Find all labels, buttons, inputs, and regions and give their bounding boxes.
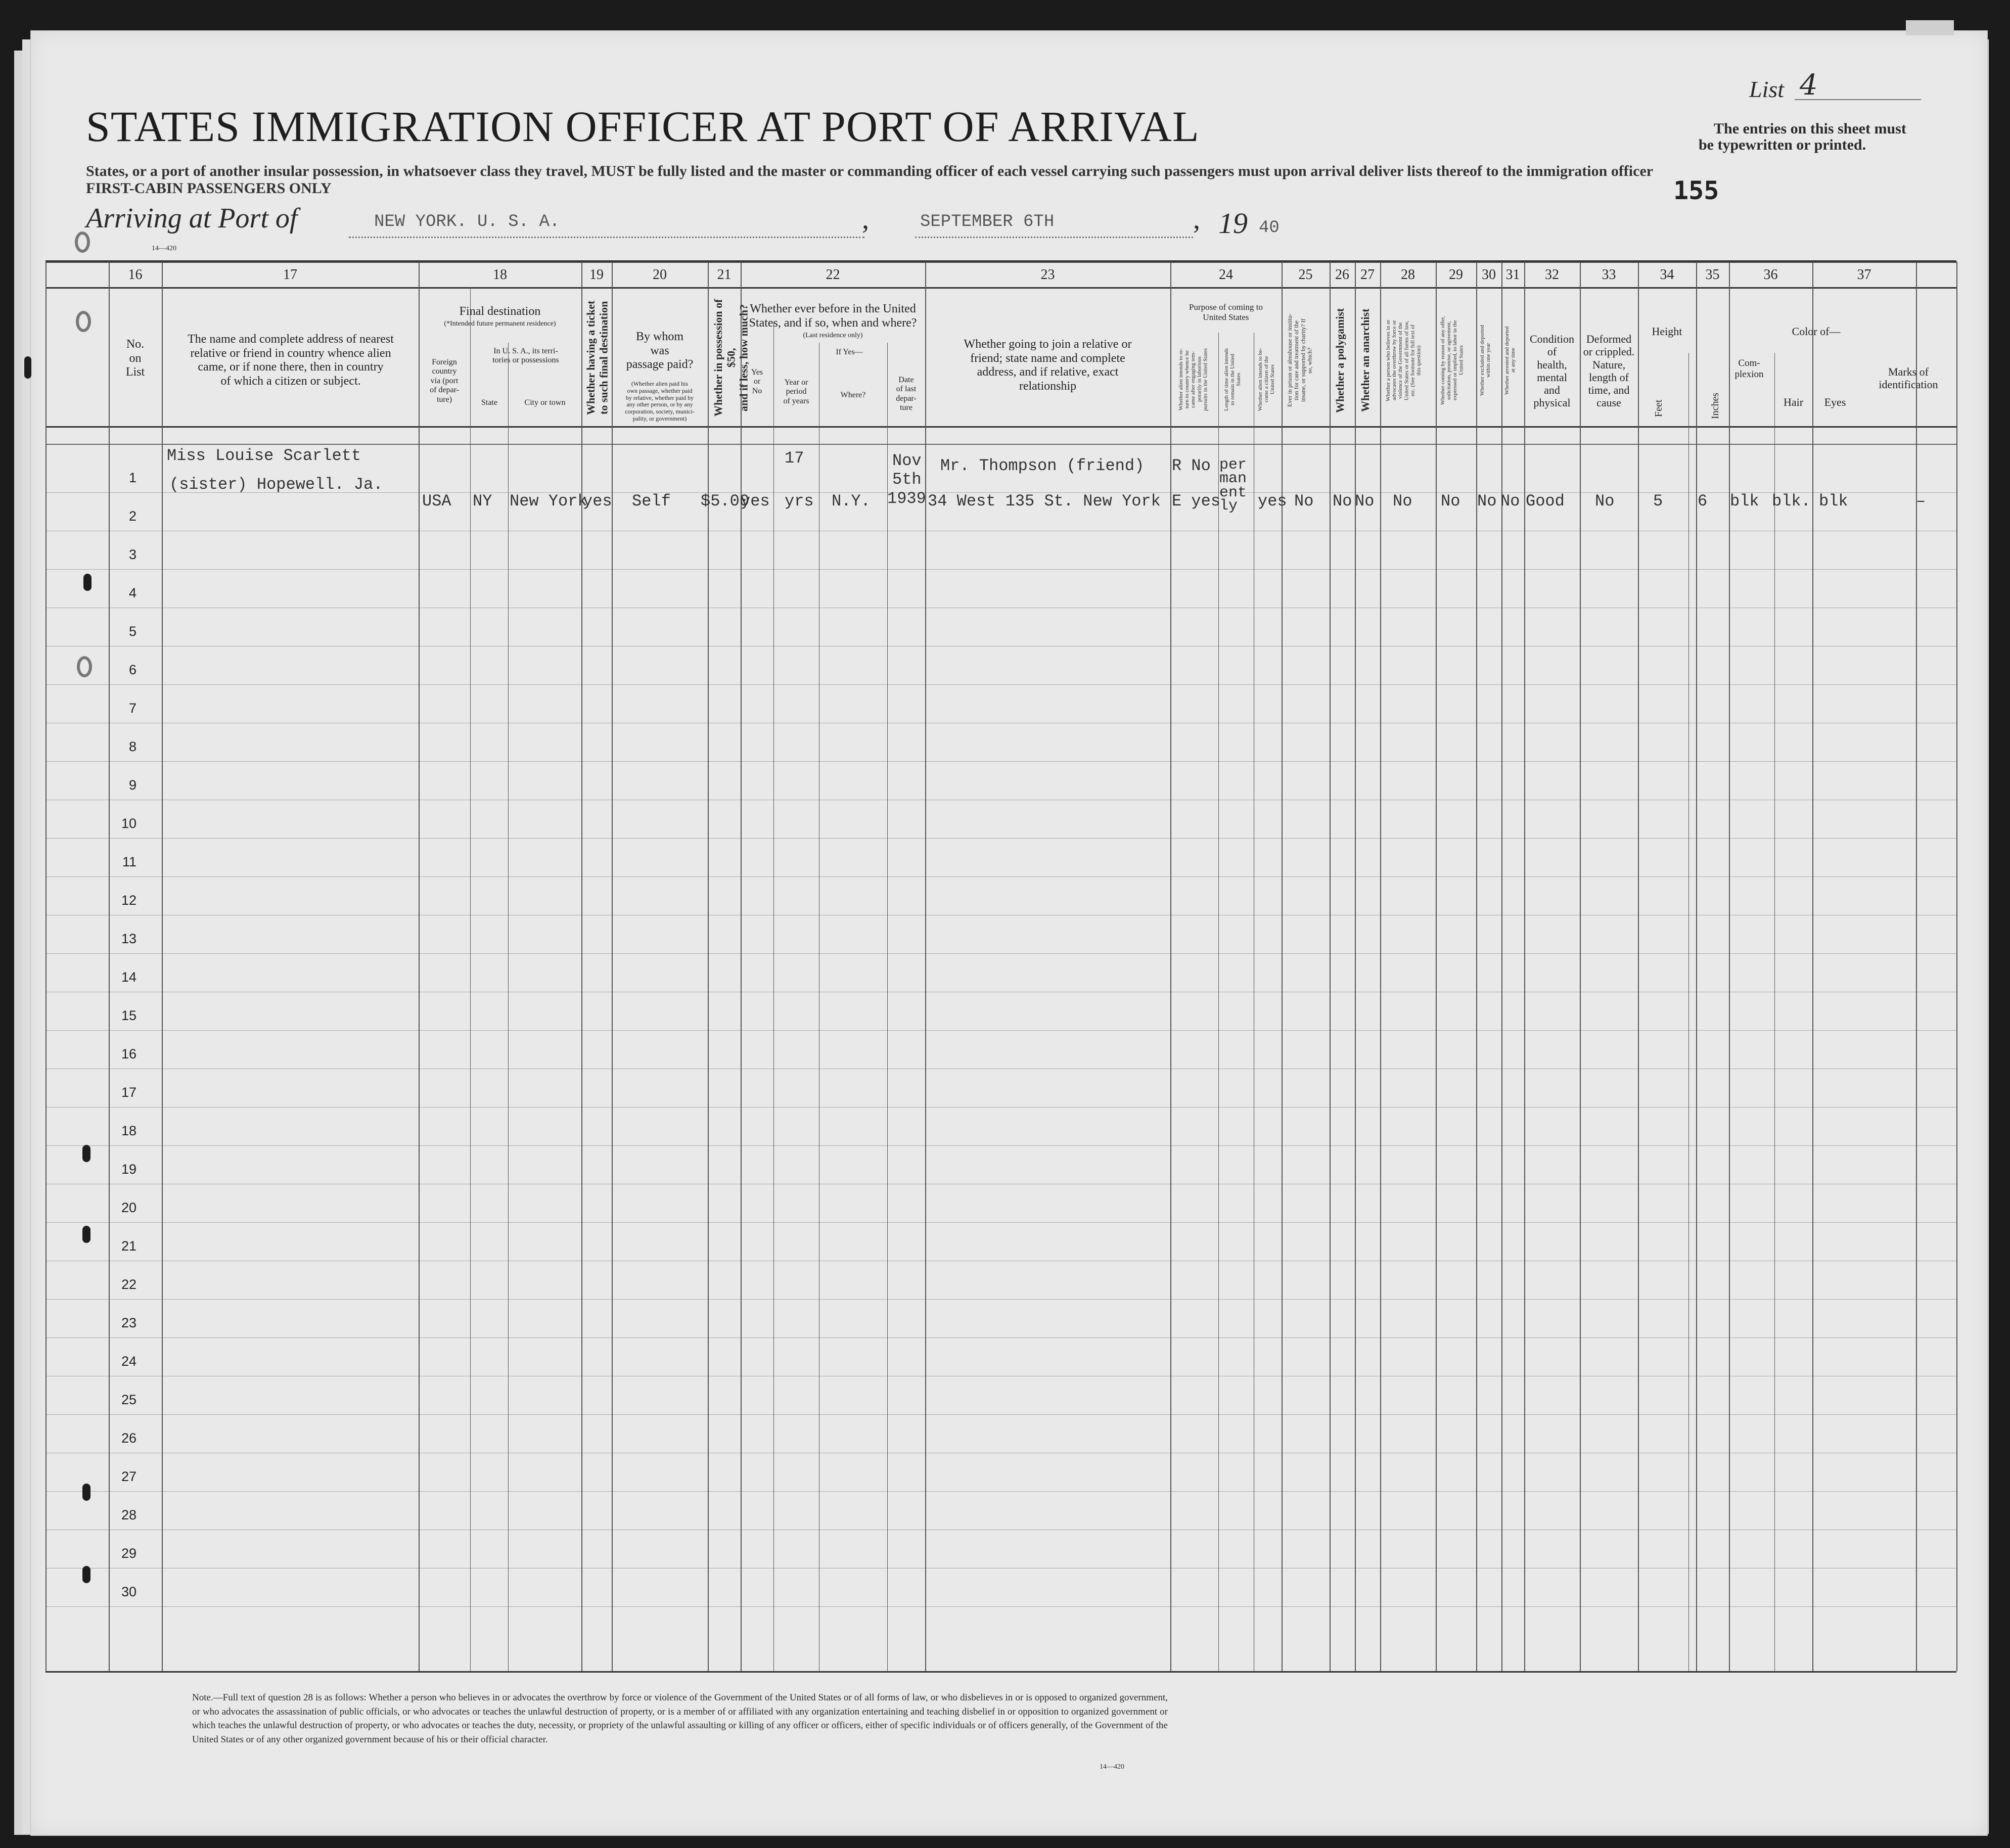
entries-note: be typewritten or printed. (1699, 136, 1866, 153)
entry-date: 5th (892, 470, 922, 489)
row-number: 28 (121, 1507, 136, 1522)
entry-length: per (1219, 456, 1247, 474)
header-years: Year or period of years (783, 378, 809, 405)
col-number: 27 (1360, 267, 1375, 283)
col-line (612, 262, 613, 1671)
row-rule (45, 876, 1956, 877)
col-line (1956, 262, 1957, 1671)
col-line (508, 343, 509, 1671)
row-rule (45, 1030, 1956, 1031)
header-if-yes: If Yes— (836, 348, 863, 356)
row-number: 1 (128, 470, 136, 485)
row-number: 3 (128, 547, 136, 562)
header-deported: Whether arrested and deported at any time (1504, 326, 1517, 395)
header-ticket: Whether having a ticket to such final destination (584, 300, 610, 415)
row-number: 23 (121, 1315, 136, 1330)
entry-inches: 6 (1698, 492, 1708, 511)
footer-form-number: 14—420 (1100, 1763, 1124, 1771)
entry-health: Good (1526, 492, 1565, 511)
entry-return: R No (1172, 456, 1211, 475)
col-line (1916, 262, 1917, 1671)
col-number: 28 (1401, 267, 1415, 283)
row-number: 11 (122, 854, 136, 869)
entry-polygamist: No (1333, 492, 1352, 511)
header-health: Condition of health, mental and physical (1529, 333, 1574, 409)
rule (45, 426, 1956, 428)
col-number: 33 (1602, 267, 1616, 283)
row-number: 5 (128, 624, 136, 639)
row-number: 2 (128, 509, 136, 524)
binder-ring-icon (76, 311, 91, 332)
col-line (1380, 262, 1381, 1671)
row-rule (45, 569, 1956, 570)
entry-state: NY (473, 492, 492, 511)
header-passage-paid: By whom was passage paid? (626, 330, 694, 372)
entry-relative-address: (sister) Hopewell. Ja. (169, 475, 383, 494)
row-rule (45, 1606, 1956, 1607)
col-line (45, 262, 47, 1671)
header-state: State (481, 398, 497, 407)
entry-relative-name: Miss Louise Scarlett (167, 446, 361, 465)
binder-clip-icon (24, 356, 31, 379)
manifest-table (45, 260, 1956, 1673)
row-number: 10 (121, 816, 136, 831)
header-offer: Whether coming by reason of any offer, solicitation, promise, or agreement, expressed or implied, to labor in the United States (1440, 316, 1465, 405)
col-line (925, 262, 926, 1671)
entry-length: man (1219, 470, 1247, 487)
row-rule (45, 1145, 1956, 1146)
header-purpose: Purpose of coming to United States (1189, 302, 1263, 322)
header-money: Whether in possession of $50, and if less, how much? (712, 299, 750, 417)
col-number: 20 (653, 267, 667, 283)
stamp-number: 155 (1673, 176, 1719, 205)
col-line (887, 343, 888, 1671)
col-line (1330, 262, 1331, 1671)
col-number: 17 (283, 267, 297, 283)
binder-hole-icon (82, 1145, 90, 1162)
header-citizen: Whether alien intends to be- come a citizen of the United States (1257, 348, 1276, 411)
footnote: Note.—Full text of question 28 is as follows: Whether a person who believes in or advocates the overthrow by force or violence of the Government of the United States or of all forms of law, or who disbelieves in or is opposed to organized government, or who advocates the assassination of public officials, or who advocates or teaches the unlawful destruction of property, or is a member of or affiliated with any organization entertaining and teaching disbelief in or opposition to organized government or which teaches the unlawful destruction of property, or who advocates or teaches the duty, necessity, or propriety of the unlawful assaulting or killing of any officer or officers, either of specific individuals or of officers generally, of the Government of the United States or of any other organized government because of his or their official character. (192, 1692, 1168, 1745)
entry-years-unit: yrs (785, 492, 814, 511)
entry-city: New York (510, 492, 587, 511)
entry-prison: No (1294, 492, 1314, 511)
entry-foreign-country: USA (422, 492, 451, 511)
header-inches: Inches (1710, 392, 1721, 420)
row-number: 4 (128, 585, 136, 600)
header-no-on-list: No. on List (125, 338, 145, 379)
row-number: 19 (121, 1162, 136, 1177)
col-line (162, 262, 163, 1671)
header-prison: Ever in prison or almshouse or institu- tion for care and treatment of the insane, or supported by charity? If so, which? (1286, 313, 1313, 407)
header-city: City or town (524, 398, 566, 407)
row-number: 9 (128, 777, 136, 793)
header-join-relative: Whether going to join a relative or friend; state name and complete address, and if relative, exact relationship (964, 338, 1132, 393)
col-line (1696, 262, 1697, 1671)
header-excluded: Whether excluded and deported within one year (1479, 325, 1492, 396)
header-anarchist: Whether an anarchist (1359, 308, 1372, 412)
entry-date: 1939 (887, 489, 926, 508)
row-number: 30 (121, 1584, 136, 1599)
entry-before-us: yes (741, 492, 770, 511)
row-rule (45, 1337, 1956, 1338)
list-label: List (1749, 76, 1785, 102)
entry-citizen: yes (1258, 492, 1287, 511)
row-rule (45, 1299, 1956, 1300)
entry-years: 17 (785, 449, 804, 468)
entry-overthrow: No (1393, 492, 1412, 511)
row-number: 15 (121, 1008, 136, 1023)
entry-eyes: blk (1819, 492, 1848, 511)
arriving-label: Arriving at Port of (86, 203, 298, 234)
row-number: 13 (121, 931, 136, 946)
col-line (1729, 262, 1730, 1671)
header-relative: The name and complete address of nearest relative or friend in country whence alien came, or if none there, then in country of which a citizen or subject. (188, 333, 394, 388)
document-title: STATES IMMIGRATION OFFICER AT PORT OF ARRIVAL (86, 102, 1200, 151)
col-line (1524, 262, 1525, 1671)
entry-join-address: 34 West 135 St. New York (928, 492, 1161, 511)
col-line (1688, 353, 1689, 1671)
col-number: 24 (1219, 267, 1233, 283)
col-line (1812, 262, 1813, 1671)
header-final-destination-sub: (*Intended future permanent residence) (444, 320, 556, 328)
header-polygamist: Whether a polygamist (1334, 308, 1346, 413)
col-number: 37 (1857, 267, 1871, 283)
header-hair: Hair (1783, 396, 1804, 408)
year-suffix: 40 (1259, 218, 1280, 238)
list-number: 4 (1800, 69, 1818, 102)
col-line (581, 262, 582, 1671)
col-number: 22 (826, 267, 840, 283)
header-deformed: Deformed or crippled. Nature, length of time, and cause (1583, 333, 1635, 409)
row-rule (45, 1222, 1956, 1223)
col-number: 23 (1040, 267, 1055, 283)
entry-offer: No (1441, 492, 1460, 511)
row-number: 8 (128, 739, 136, 754)
col-line (708, 262, 709, 1671)
binder-ring-icon (75, 232, 90, 253)
col-number: 35 (1705, 267, 1720, 283)
row-rule (45, 684, 1956, 685)
col-line (1355, 262, 1356, 1671)
page-tab (1906, 20, 1954, 35)
entry-money: $5.00 (701, 492, 750, 511)
col-line (1218, 333, 1219, 1671)
date-value: SEPTEMBER 6TH (920, 212, 1055, 232)
entry-anarchist: No (1355, 492, 1375, 511)
rule (45, 287, 1956, 289)
entry-ticket: yes (583, 492, 612, 511)
header-date-departure: Date of last depar- ture (896, 376, 917, 412)
row-number: 26 (121, 1430, 136, 1446)
row-number: 12 (121, 893, 136, 908)
col-number: 30 (1482, 267, 1496, 283)
entry-join-name: Mr. Thompson (friend) (940, 456, 1145, 475)
binder-hole-icon (83, 574, 92, 591)
header-return: Whether alien intends to re- turn to country whence he came after engaging tem- porarily in laborious pursuits in the United States (1178, 348, 1209, 411)
entry-date: Nov (892, 451, 922, 470)
col-number: 32 (1545, 267, 1559, 283)
header-color-of: Color of— (1792, 325, 1841, 338)
col-line (1476, 262, 1477, 1671)
col-number: 26 (1335, 267, 1349, 283)
comma: , (862, 204, 869, 235)
col-line (1282, 262, 1283, 1671)
row-number: 21 (121, 1238, 136, 1254)
col-number: 18 (493, 267, 507, 283)
col-line (1774, 353, 1775, 1671)
header-complexion: Com- plexion (1734, 358, 1764, 380)
rule (45, 262, 1956, 263)
binder-ring-icon (77, 656, 92, 677)
port-value: NEW YORK. U. S. A. (374, 212, 560, 232)
header-eyes: Eyes (1824, 396, 1846, 408)
port-dotted-line (349, 237, 864, 238)
entry-hair: blk. (1772, 492, 1811, 511)
passenger-class: FIRST-CABIN PASSENGERS ONLY (86, 180, 332, 197)
row-number: 6 (128, 662, 136, 677)
header-feet: Feet (1653, 399, 1664, 418)
col-number: 16 (128, 267, 143, 283)
col-line (1580, 262, 1581, 1671)
header-passage-paid-sub: (Whether alien paid his own passage, whether paid by relative, whether paid by any other person, or by any corporation, society, munici- pality, or government) (625, 380, 695, 422)
entry-length: ent (1219, 484, 1247, 501)
comma: , (1193, 204, 1200, 235)
entries-note: The entries on this sheet must (1714, 120, 1906, 137)
col-line (1501, 262, 1502, 1671)
header-final-destination: Final destination (459, 305, 541, 318)
list-line (1795, 99, 1921, 100)
entry-marks: – (1916, 492, 1926, 511)
binder-hole-icon (82, 1226, 90, 1243)
col-line (419, 262, 420, 1671)
form-number: 14—420 (152, 245, 176, 252)
header-overthrow: Whether a person who believes in or advocates the overthrow by force or violence of the Government of the United States or of all forms of law, etc. (See footnote for full text of this question) (1385, 319, 1422, 401)
col-number: 34 (1660, 267, 1674, 283)
row-number: 16 (121, 1046, 136, 1061)
row-rule (45, 838, 1956, 839)
entry-deformed: No (1595, 492, 1615, 511)
row-number: 29 (121, 1546, 136, 1561)
col-line (773, 322, 774, 1671)
col-number: 21 (717, 267, 732, 283)
entry-deported: No (1500, 492, 1520, 511)
header-marks: Marks of identification (1879, 365, 1938, 391)
entry-where: N.Y. (832, 492, 871, 511)
header-before-us-sub: (Last residence only) (803, 332, 863, 339)
binder-hole-icon (82, 1566, 90, 1583)
row-number: 18 (121, 1123, 136, 1138)
header-height: Height (1652, 325, 1682, 338)
header-where: Where? (840, 391, 866, 399)
entry-feet: 5 (1653, 492, 1663, 511)
col-line (1638, 262, 1639, 1671)
row-number: 7 (128, 701, 136, 716)
col-number: 29 (1449, 267, 1463, 283)
header-length-stay: Length of time alien intends to remain in the United States (1223, 348, 1242, 411)
row-rule (45, 953, 1956, 954)
entry-return: E yes (1172, 492, 1221, 511)
row-number: 14 (121, 969, 136, 985)
header-yes-no: Yes or No (751, 368, 763, 395)
year-prefix: 19 (1218, 207, 1248, 240)
col-number: 36 (1763, 267, 1778, 283)
col-number: 31 (1505, 267, 1520, 283)
entry-length: ly (1219, 497, 1238, 515)
entry-passage-paid: Self (632, 492, 671, 511)
row-rule (45, 1491, 1956, 1492)
col-line (1170, 262, 1171, 1671)
header-in-usa: In U. S. A., its terri- tories or possessions (492, 347, 559, 365)
rule (45, 444, 1956, 445)
header-foreign-country: Foreign country via (port of depar- ture) (430, 358, 459, 404)
row-number: 24 (121, 1354, 136, 1369)
row-rule (45, 1414, 1956, 1415)
binder-hole-icon (82, 1484, 90, 1501)
entry-excluded: No (1477, 492, 1497, 511)
col-number: 19 (589, 267, 604, 283)
row-number: 17 (121, 1085, 136, 1100)
col-line (741, 262, 742, 1671)
entry-complexion: blk (1730, 492, 1759, 511)
row-number: 20 (121, 1200, 136, 1215)
instruction-line: States, or a port of another insular possession, in whatsoever class they travel, MUST be fully listed and the master or commanding officer of each vessel carrying such passengers must upon arrival deliver lists thereof to the immigration officer (86, 163, 1654, 179)
row-rule (45, 761, 1956, 762)
col-line (470, 287, 471, 1671)
row-number: 22 (121, 1277, 136, 1292)
header-before-us: Whether ever before in the United States, and if so, when and where? (749, 302, 917, 330)
date-dotted-line (915, 237, 1193, 238)
col-line (1436, 262, 1437, 1671)
col-number: 25 (1298, 267, 1313, 283)
row-number: 25 (121, 1392, 136, 1407)
row-number: 27 (121, 1469, 136, 1484)
